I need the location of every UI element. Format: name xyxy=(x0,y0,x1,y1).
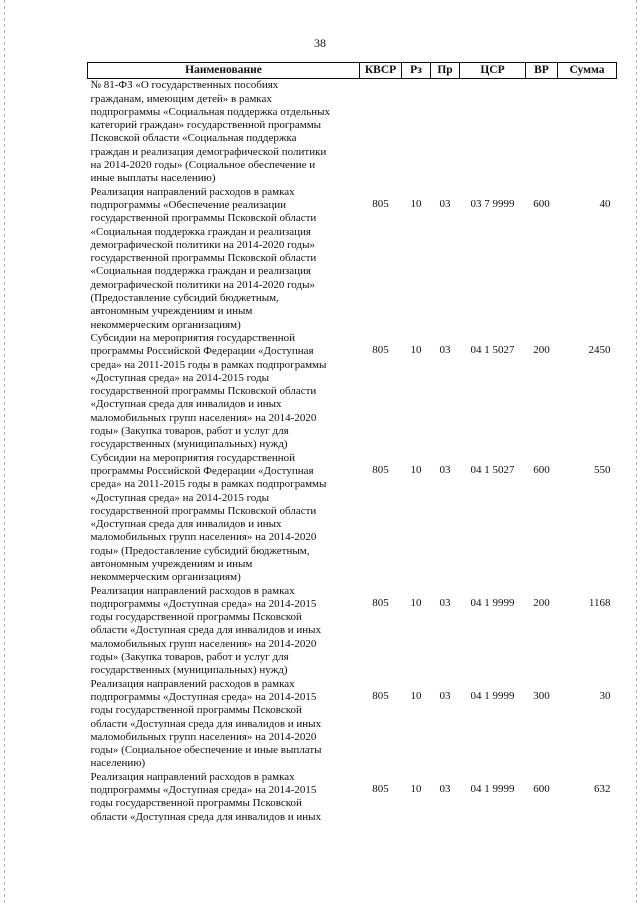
row-vr: 600 xyxy=(533,782,550,795)
row-name-line: среда» на 2011-2015 годы в рамках подпрограммы xyxy=(90,478,327,491)
row-sum xyxy=(558,79,617,186)
row-name-line: государственной программы Псковской области xyxy=(90,385,317,398)
row-name-line: подпрограммы «Обеспечение реализации xyxy=(90,198,287,211)
row-name-line: подпрограммы «Доступная среда» на 2014-2015 xyxy=(90,784,317,797)
row-name xyxy=(88,79,360,186)
row-name-line: годы» (Социальное обеспечение и иные выплаты xyxy=(90,744,322,757)
row-name xyxy=(88,585,360,678)
row-name-line: «Социальная поддержка граждан и реализация xyxy=(90,265,311,278)
row-pr: 03 xyxy=(439,343,451,356)
row-name-line: среда» на 2011-2015 годы в рамках подпрограммы xyxy=(90,358,327,371)
row-name-line: годы государственной программы Псковской xyxy=(90,704,302,717)
row-name-line: Реализация направлений расходов в рамках xyxy=(90,770,295,783)
row-vr xyxy=(526,79,558,186)
row-rz: 10 xyxy=(410,596,422,609)
row-name-line: государственных (муниципальных) нужд) xyxy=(90,438,288,451)
table-row xyxy=(88,678,617,771)
row-rz: 10 xyxy=(410,197,422,210)
row-sum: 2450 xyxy=(588,343,611,356)
row-sum: 40 xyxy=(599,197,611,210)
row-name-line: подпрограммы «Социальная поддержка отдельных xyxy=(90,105,331,118)
row-csr xyxy=(460,79,526,186)
row-name-line: иные выплаты населению) xyxy=(90,172,216,185)
row-name-line: программы Российской Федерации «Доступная xyxy=(90,464,314,477)
row-kvsr: 805 xyxy=(372,343,389,356)
row-name-line: программы Российской Федерации «Доступная xyxy=(90,345,314,358)
row-name-line: маломобильных групп населения» на 2014-2020 xyxy=(90,730,317,743)
table-row xyxy=(88,332,617,452)
row-name-line: подпрограммы «Доступная среда» на 2014-2015 xyxy=(90,597,317,610)
header-name: Наименование xyxy=(88,63,360,79)
row-pr: 03 xyxy=(439,463,451,476)
table-body xyxy=(88,79,617,824)
row-pr: 03 xyxy=(439,689,451,702)
row-csr: 04 1 9999 xyxy=(470,782,515,795)
row-name-line: (Предоставление субсидий бюджетным, xyxy=(90,292,279,305)
row-name-line: некоммерческим организациям) xyxy=(90,318,241,331)
row-vr: 300 xyxy=(533,689,550,702)
row-name-line: автономным учреждениям и иным xyxy=(90,305,253,318)
row-name-line: годы государственной программы Псковской xyxy=(90,797,302,810)
row-name-line: Реализация направлений расходов в рамках xyxy=(90,677,295,690)
row-name-line: подпрограммы «Доступная среда» на 2014-2015 xyxy=(90,690,317,703)
row-name xyxy=(88,771,360,824)
row-csr: 03 7 9999 xyxy=(470,197,515,210)
row-csr: 04 1 9999 xyxy=(470,596,515,609)
row-kvsr xyxy=(360,79,402,186)
header-vr: ВР xyxy=(526,63,558,79)
table-row xyxy=(88,452,617,585)
table-row xyxy=(88,79,617,186)
header-csr: ЦСР xyxy=(460,63,526,79)
row-name-line: Псковской области «Социальная поддержка xyxy=(90,132,297,145)
row-csr: 04 1 5027 xyxy=(470,463,515,476)
table-row xyxy=(88,585,617,678)
row-name-line: «Доступная среда» на 2014-2015 годы xyxy=(90,491,269,504)
row-name-line: области «Доступная среда для инвалидов и иных xyxy=(90,624,322,637)
header-pr: Пр xyxy=(431,63,460,79)
row-name-line: граждан и реализация демографической политики xyxy=(90,145,327,158)
row-csr: 04 1 5027 xyxy=(470,343,515,356)
row-name-line: государственной программы Псковской области xyxy=(90,504,317,517)
row-name-line: маломобильных групп населения» на 2014-2020 xyxy=(90,637,317,650)
row-pr xyxy=(431,79,460,186)
row-name-line: годы» (Закупка товаров, работ и услуг для xyxy=(90,425,289,438)
row-vr: 200 xyxy=(533,343,550,356)
row-name-line: на 2014-2020 годы» (Социальное обеспечение и xyxy=(90,159,316,172)
row-name-line: области «Доступная среда для инвалидов и иных xyxy=(90,810,322,823)
row-name-line: демографической политики на 2014-2020 годы» xyxy=(90,278,315,291)
row-name-line: годы государственной программы Псковской xyxy=(90,611,302,624)
scan-edge-left xyxy=(4,0,5,905)
row-name-line: «Доступная среда» на 2014-2015 годы xyxy=(90,371,269,384)
row-name-line: государственной программы Псковской области xyxy=(90,212,317,225)
header-kvsr: КВСР xyxy=(360,63,402,79)
row-rz xyxy=(402,79,431,186)
row-name xyxy=(88,332,360,452)
row-kvsr: 805 xyxy=(372,596,389,609)
row-name-line: «Доступная среда для инвалидов и иных xyxy=(90,518,282,531)
page-number: 38 xyxy=(314,36,326,50)
row-name-line: «Социальная поддержка граждан и реализация xyxy=(90,225,311,238)
row-name-line: «Доступная среда для инвалидов и иных xyxy=(90,398,282,411)
row-name-line: маломобильных групп населения» на 2014-2020 xyxy=(90,411,317,424)
row-name-line: № 81-ФЗ «О государственных пособиях xyxy=(90,79,279,92)
row-vr: 600 xyxy=(533,197,550,210)
row-name-line: годы» (Предоставление субсидий бюджетным, xyxy=(90,544,310,557)
row-csr: 04 1 9999 xyxy=(470,689,515,702)
row-name-line: демографической политики на 2014-2020 годы» xyxy=(90,238,315,251)
table-header xyxy=(88,63,617,79)
row-kvsr: 805 xyxy=(372,197,389,210)
row-sum: 30 xyxy=(599,689,611,702)
budget-table xyxy=(87,62,617,824)
row-name-line: годы» (Закупка товаров, работ и услуг для xyxy=(90,651,289,664)
row-name-line: государственных (муниципальных) нужд) xyxy=(90,664,288,677)
row-name-line: категорий граждан» государственной программы xyxy=(90,119,322,132)
row-name xyxy=(88,678,360,771)
row-pr: 03 xyxy=(439,782,451,795)
row-name-line: гражданам, имеющим детей» в рамках xyxy=(90,92,272,105)
row-name-line: автономным учреждениям и иным xyxy=(90,557,253,570)
row-name xyxy=(88,452,360,585)
row-sum: 632 xyxy=(594,782,611,795)
row-kvsr: 805 xyxy=(372,463,389,476)
table-row xyxy=(88,771,617,824)
row-name-line: населению) xyxy=(90,757,146,770)
row-pr: 03 xyxy=(439,596,451,609)
row-name-line: некоммерческим организациям) xyxy=(90,571,241,584)
row-kvsr: 805 xyxy=(372,782,389,795)
row-name xyxy=(88,186,360,332)
row-sum: 550 xyxy=(594,463,611,476)
row-sum: 1168 xyxy=(588,596,611,609)
table-row xyxy=(88,186,617,332)
row-name-line: Субсидии на мероприятия государственной xyxy=(90,451,295,464)
header-sum: Сумма xyxy=(558,63,617,79)
scan-edge-right xyxy=(636,0,637,905)
row-vr: 600 xyxy=(533,463,550,476)
row-name-line: Субсидии на мероприятия государственной xyxy=(90,331,295,344)
row-name-line: государственной программы Псковской области xyxy=(90,252,317,265)
row-rz: 10 xyxy=(410,689,422,702)
row-name-line: Реализация направлений расходов в рамках xyxy=(90,185,295,198)
row-rz: 10 xyxy=(410,343,422,356)
row-vr: 200 xyxy=(533,596,550,609)
row-name-line: Реализация направлений расходов в рамках xyxy=(90,584,295,597)
header-rz: Рз xyxy=(402,63,431,79)
row-kvsr: 805 xyxy=(372,689,389,702)
row-name-line: области «Доступная среда для инвалидов и иных xyxy=(90,717,322,730)
row-rz: 10 xyxy=(410,782,422,795)
row-pr: 03 xyxy=(439,197,451,210)
row-rz: 10 xyxy=(410,463,422,476)
row-name-line: маломобильных групп населения» на 2014-2020 xyxy=(90,531,317,544)
header-row xyxy=(88,63,617,79)
